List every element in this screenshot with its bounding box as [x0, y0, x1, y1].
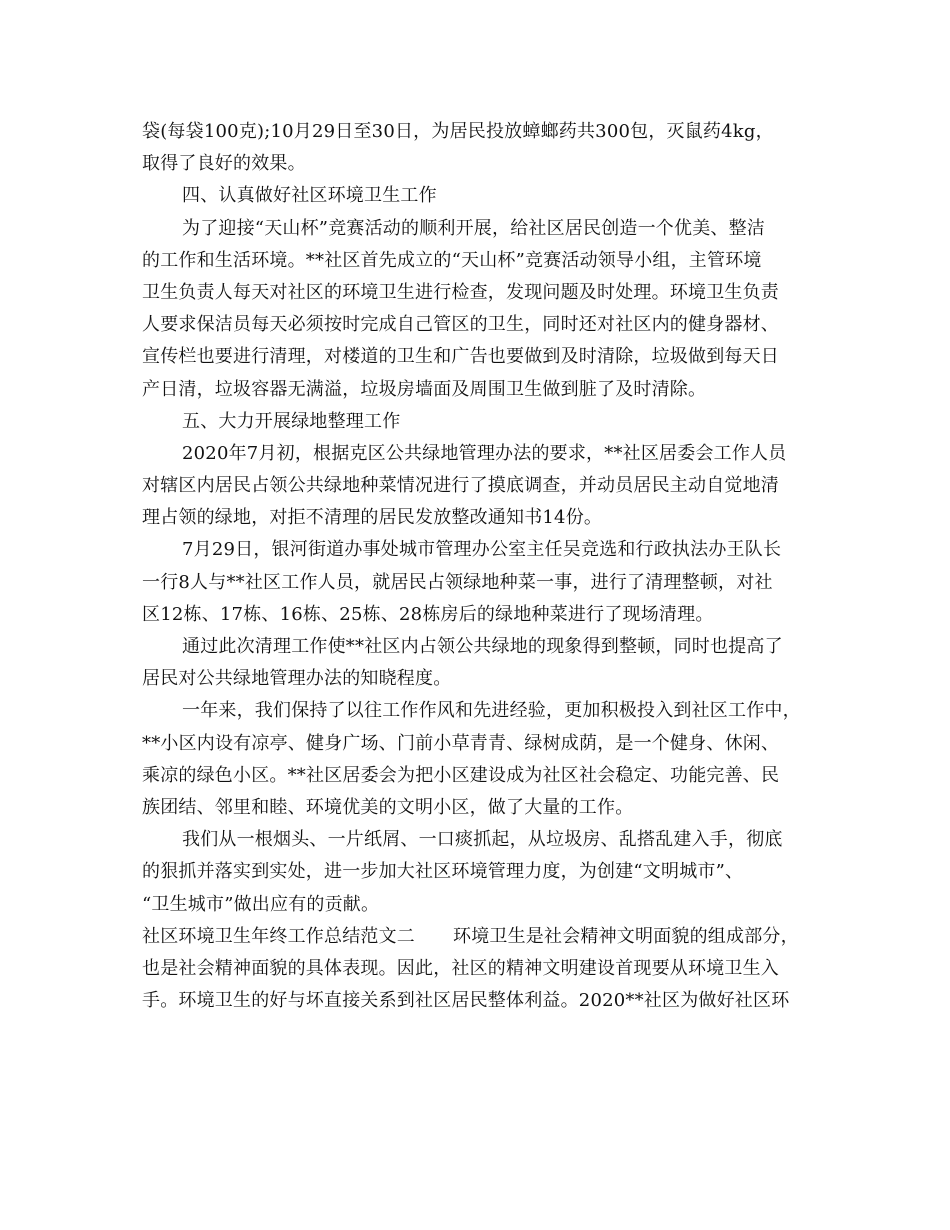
- body-line: 袋(每袋100克);10月29日至30日，为居民投放蟑螂药共300包，灭鼠药4kg，: [142, 121, 774, 142]
- section-first-sentence: 环境卫生是社会精神文明面貌的组成部分，: [453, 925, 799, 947]
- body-line: 居民对公共绿地管理办法的知晓程度。: [142, 668, 452, 690]
- body-line: “卫生城市”做出应有的贡献。: [142, 893, 380, 915]
- paragraph-first-line: 为了迎接“天山杯”竞赛活动的顺利开展，给社区居民创造一个优美、整洁: [182, 217, 766, 239]
- body-line: 族团结、邻里和睦、环境优美的文明小区，做了大量的工作。: [142, 796, 634, 818]
- paragraph-first-line: 通过此次清理工作使**社区内占领公共绿地的现象得到整顿，同时也提高了: [182, 636, 783, 657]
- body-line: **小区内设有凉亭、健身广场、门前小草青青、绿树成荫，是一个健身、休闲、: [142, 732, 780, 754]
- paragraph-first-line: 我们从一根烟头、一片纸屑、一口痰抓起，从垃圾房、乱搭乱建入手，彻底: [182, 829, 783, 851]
- body-line: 人要求保洁员每天必须按时完成自己管区的卫生，同时还对社区内的健身器材、: [142, 314, 779, 336]
- paragraph-first-line: 2020年7月初，根据克区公共绿地管理办法的要求，**社区居委会工作人员: [182, 442, 787, 464]
- section-heading: 四、认真做好社区环境卫生工作: [182, 185, 437, 207]
- body-line: 手。环境卫生的好与坏直接关系到社区居民整体利益。2020**社区为做好社区环: [142, 990, 790, 1012]
- body-line: 区12栋、17栋、16栋、25栋、28栋房后的绿地种菜进行了现场清理。: [142, 603, 714, 625]
- body-line: 对辖区内居民占领公共绿地种菜情况进行了摸底调查，并动员居民主动自觉地清: [142, 475, 779, 497]
- body-line: 取得了良好的效果。: [142, 153, 306, 175]
- body-line: 理占领的绿地，对拒不清理的居民发放整改通知书14份。: [142, 507, 603, 529]
- section-title: 社区环境卫生年终工作总结范文二: [142, 925, 415, 947]
- document-body: [142, 116, 806, 1017]
- body-line: 卫生负责人每天对社区的环境卫生进行检查，发现问题及时处理。环境卫生负责: [142, 281, 779, 303]
- section-heading: 五、大力开展绿地整理工作: [182, 410, 401, 432]
- paragraph-first-line: 一年来，我们保持了以往工作作风和先进经验，更加积极投入到社区工作中，: [182, 700, 801, 722]
- paragraph-first-line: 7月29日，银河街道办事处城市管理办公室主任吴竞选和行政执法办王队长: [182, 539, 782, 561]
- body-line: 宣传栏也要进行清理，对楼道的卫生和广告也要做到及时清除，垃圾做到每天日: [142, 346, 779, 368]
- body-line: 的工作和生活环境。**社区首先成立的“天山杯”竞赛活动领导小组，主管环境: [142, 249, 762, 271]
- body-line: 的狠抓并落实到实处，进一步加大社区环境管理力度，为创建“文明城市”、: [142, 861, 744, 883]
- section-start-line: [142, 921, 806, 953]
- body-line: 一行8人与**社区工作人员，就居民占领绿地种菜一事，进行了清理整顿，对社: [142, 571, 773, 593]
- body-line: 乘凉的绿色小区。**社区居委会为把小区建设成为社区社会稳定、功能完善、民: [142, 764, 780, 786]
- body-line: 也是社会精神面貌的具体表现。因此，社区的精神文明建设首现要从环境卫生入: [142, 957, 779, 979]
- body-line: 产日清，垃圾容器无满溢，垃圾房墙面及周围卫生做到脏了及时清除。: [142, 378, 707, 400]
